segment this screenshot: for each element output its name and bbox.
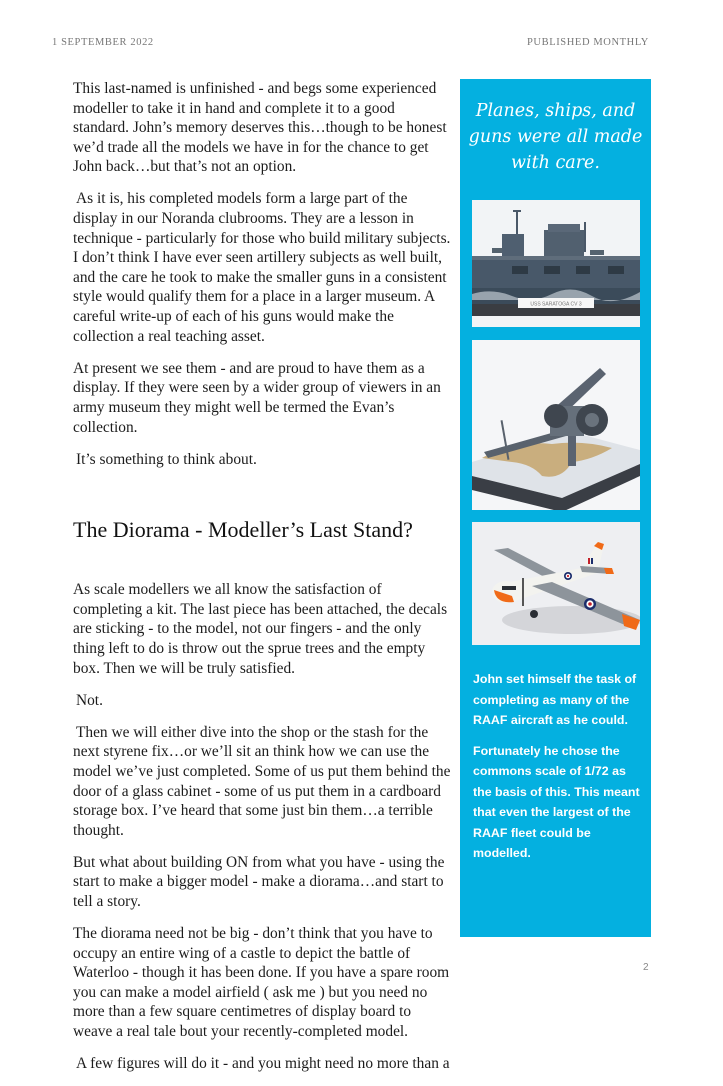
raaf-aircraft-image xyxy=(472,522,640,645)
article-body xyxy=(73,79,453,1086)
sidebar-caption xyxy=(473,669,643,874)
artillery-gun-photo xyxy=(472,340,640,510)
article-paragraph: This last-named is unfinished - and begs some experienced modeller to take it in hand and complete it to a good standard. John’s memory deserves this…though to be honest we’d trade all the models we have in for the chance to get John back…but that’s not an option. xyxy=(73,80,447,176)
article-paragraph: A few figures will do it - and you might need no more than a xyxy=(76,1055,450,1073)
aircraft-carrier-image xyxy=(472,200,640,327)
pull-quote: Planes, ships, and guns were all made with care. xyxy=(468,101,643,173)
article-paragraph: As scale modellers we all know the satisfaction of completing a kit. The last piece has been attached, the decals are sticking - to the model, not our fingers - and the only thing left to do is throw out the sprue trees and the empty box. Then we will be truly satisfied. xyxy=(73,581,448,677)
article-paragraph: As it is, his completed models form a large part of the display in our Noranda clubrooms. They are a lesson in technique - particularly for those who build military subjects. I don’t think I have ever seen artillery subjects as well built, and the care he took to make the smaller guns in a consistent style would qualify them for a place in a larger museum. A careful write-up of each of his guns would make the collection a real teaching asset. xyxy=(73,190,451,345)
article-paragraph: But what about building ON from what you have - using the start to make a bigger model - make a diorama…and start to tell a story. xyxy=(73,853,445,910)
page-number: 2 xyxy=(643,962,649,973)
aircraft-carrier-photo xyxy=(472,200,640,327)
article-paragraph: Not. xyxy=(76,691,103,709)
artillery-gun-image xyxy=(472,340,640,510)
article-paragraph: At present we see them - and are proud to have them as a display. If they were seen by a wider group of viewers in an army museum they might well be termed the Evan’s collection. xyxy=(73,359,441,436)
section-heading: The Diorama - Modeller’s Last Stand? xyxy=(73,517,413,543)
article-paragraph: It’s something to think about. xyxy=(76,450,257,468)
article-paragraph: The diorama need not be big - don’t think that you have to occupy an entire wing of a castle to depict the battle of Waterloo - though it has been done. If you have a spare room you can make a model airfield ( ask me ) but you need no more than a few square centimetres of display board to weave a real tale bout your recently-completed model. xyxy=(73,925,450,1041)
article-paragraph: Then we will either dive into the shop or the stash for the next styrene fix…or we’ll sit an think how we can use the model we’ve just completed. Some of us put them behind the door of a glass cabinet - some of us put them in a cardboard storage box. I’ve heard that some just bin them…a terrible thought. xyxy=(73,723,451,839)
sidebar-paragraph: John set himself the task of completing as many of the RAAF aircraft as he could. xyxy=(473,672,637,727)
sidebar-paragraph: Fortunately he chose the commons scale of 1/72 as the basis of this. This meant that even the largest of the RAAF fleet could be modelled. xyxy=(473,743,640,860)
issue-date: 1 SEPTEMBER 2022 xyxy=(52,37,154,48)
ship-name-plate: USS SARATOGA CV 3 xyxy=(530,301,582,308)
sidebar-panel xyxy=(460,79,651,937)
raaf-aircraft-photo xyxy=(472,522,640,645)
publication-frequency: PUBLISHED MONTHLY xyxy=(526,37,649,48)
